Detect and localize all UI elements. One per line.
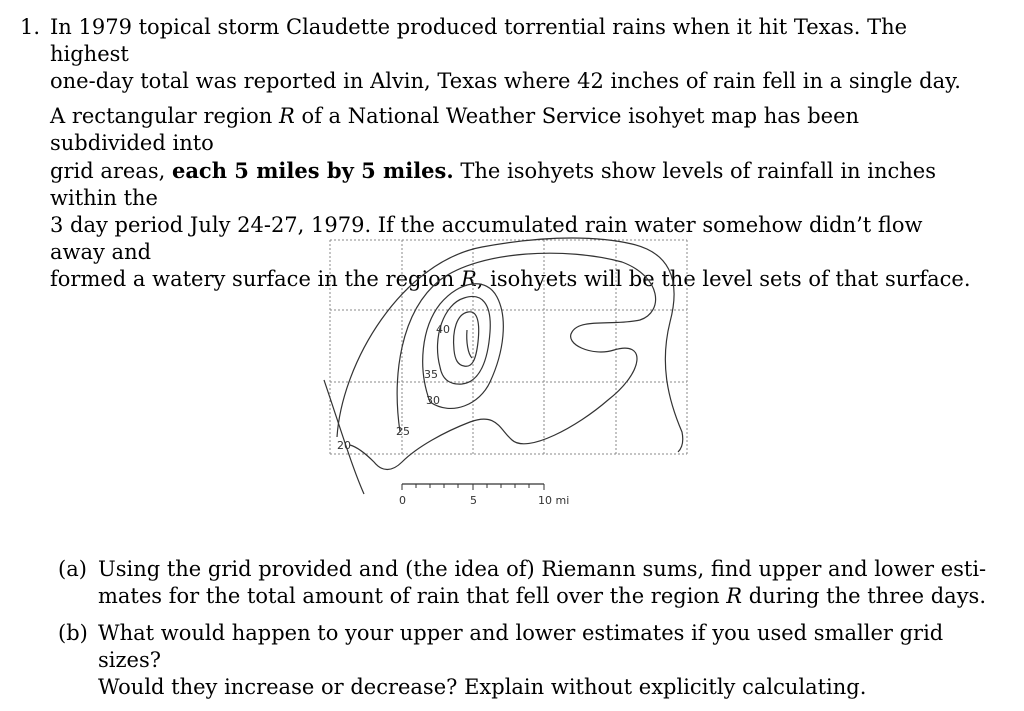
contour-label-40: 40 (436, 323, 450, 336)
text-fragment: of a National Weather Service isohyet map has been subdivided into (50, 104, 860, 155)
map-scale-bar (399, 484, 569, 507)
isohyet-40 (454, 312, 479, 366)
isohyet-20 (337, 238, 683, 452)
part-a-line-2 (98, 583, 988, 610)
region-symbol: R (278, 104, 295, 128)
contour-label-20: 20 (337, 439, 351, 452)
contour-label-30: 30 (426, 394, 440, 407)
scale-label-0: 0 (399, 494, 406, 507)
region-line-3: 3 day period July 24-27, 1979. If the accumulated rain water somehow didn’t flow away and (50, 213, 923, 264)
isohyet-contours (324, 238, 683, 494)
intro-line-2: one-day total was reported in Alvin, Texas where 42 inches of rain fell in a single day. (50, 69, 961, 93)
question-parts (58, 556, 988, 711)
part-b-line-2: Would they increase or decrease? Explain without explicitly calculating. (98, 675, 867, 699)
part-a-line-1: Using the grid provided and (the idea of) Riemann sums, find upper and lower esti- (98, 557, 987, 581)
scale-label-5: 5 (470, 494, 477, 507)
text-fragment: mates for the total amount of rain that fell over the region (98, 584, 727, 608)
part-b (58, 620, 988, 701)
scale-label-10: 10 mi (538, 494, 570, 507)
region-line-1 (50, 103, 980, 157)
isohyet-30 (423, 284, 504, 409)
grid-size-emphasis: each 5 miles by 5 miles. (171, 158, 454, 183)
text-fragment: formed a watery surface in the region (50, 267, 461, 291)
problem-number: 1. (20, 15, 41, 39)
text-fragment: during the three days. (742, 584, 987, 608)
part-a (58, 556, 988, 610)
text-fragment: , isohyets will be the level sets of that surface. (476, 267, 971, 291)
text-fragment: A rectangular region (50, 104, 279, 128)
isohyet-40-inner (467, 330, 472, 358)
region-symbol: R (461, 267, 477, 291)
text-fragment: grid areas, (50, 159, 172, 183)
region-symbol: R (726, 584, 743, 608)
part-b-label: (b) (58, 621, 88, 645)
intro-line-1: In 1979 topical storm Claudette produced torrential rains when it hit Texas. The highest (50, 15, 908, 66)
contour-label-25: 25 (396, 425, 410, 438)
contour-labels (337, 323, 450, 452)
part-a-label: (a) (58, 557, 87, 581)
part-b-line-1: What would happen to your upper and lower estimates if you used smaller grid sizes? (98, 621, 944, 672)
contour-label-35: 35 (424, 368, 438, 381)
map-grid (330, 240, 687, 454)
intro-paragraph (50, 14, 980, 95)
text-fragment: The isohyets show levels of rainfall in inches within the (50, 159, 936, 210)
isohyet-map (322, 232, 692, 522)
region-line-2 (50, 157, 980, 212)
